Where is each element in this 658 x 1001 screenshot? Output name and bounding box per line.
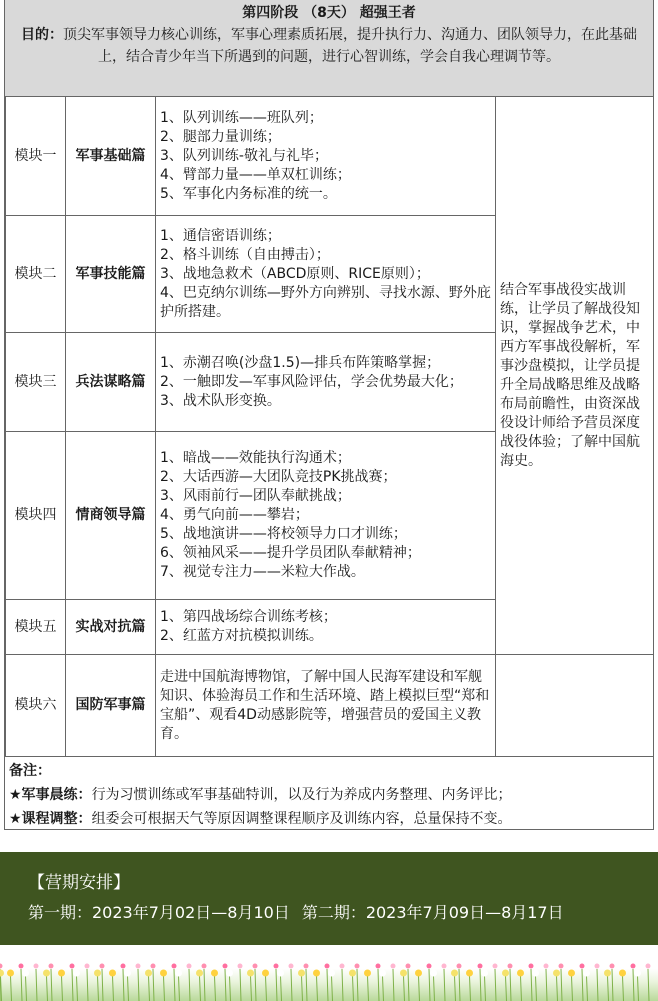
flower-blossom [277, 970, 284, 977]
module-number: 模块四 [6, 432, 66, 600]
flower-blossom [406, 964, 411, 969]
flower-blossom [136, 964, 141, 969]
flower-blossom [58, 970, 65, 977]
flower-stem [357, 969, 358, 1001]
flower-stem [383, 976, 384, 1001]
flower-blossom [430, 970, 437, 977]
flower-blossom [43, 970, 50, 977]
flower-stem [393, 969, 394, 1001]
list-item: 3、风雨前行—团队奉献挑战； [160, 488, 351, 504]
flower-stem [378, 969, 379, 1001]
flower-stem [98, 976, 99, 1001]
flower-blossom [634, 970, 641, 977]
flower-stem [612, 969, 613, 1001]
note-adjust-label: ★课程调整： [9, 811, 92, 827]
flower-blossom [391, 964, 396, 969]
flower-stem [572, 976, 573, 1001]
flower-stem [510, 969, 511, 1001]
flower-blossom [583, 970, 590, 977]
flower-stem [368, 976, 369, 1001]
flower-stem [51, 969, 52, 1001]
flower-stem [561, 969, 562, 1001]
flower-blossom [595, 964, 600, 969]
module-name: 实战对抗篇 [66, 600, 156, 655]
flower-blossom [124, 970, 131, 977]
camp-schedule [0, 852, 658, 945]
table-row [6, 97, 654, 216]
flower-stem [62, 976, 63, 1001]
module-number: 模块六 [6, 655, 66, 757]
flower-blossom [631, 964, 636, 969]
stage-header [5, 0, 653, 97]
flower-blossom [400, 970, 407, 977]
notes-title: 备注： [9, 763, 51, 779]
flower-stem [179, 976, 180, 1001]
flower-stem [587, 976, 588, 1001]
module-name: 军事基础篇 [66, 97, 156, 216]
flower-stem [531, 969, 532, 1001]
camp-periods [28, 898, 658, 928]
flower-stem [276, 969, 277, 1001]
flower-stem [255, 969, 256, 1001]
flower-stem [444, 969, 445, 1001]
flower-blossom [187, 964, 192, 969]
flower-stem [164, 976, 165, 1001]
flower-stem [102, 969, 103, 1001]
flower-blossom [253, 964, 258, 969]
flower-stem [149, 976, 150, 1001]
list-item: 2、腿部力量训练； [160, 128, 281, 145]
flower-blossom [325, 964, 330, 969]
flower-stem [240, 969, 241, 1001]
flower-stem [87, 969, 88, 1001]
stage-purpose [5, 24, 653, 68]
flower-blossom [364, 970, 371, 977]
flower-stem [72, 969, 73, 1001]
list-item: 1、队列训练——班队列； [160, 109, 323, 126]
list-item: 1、第四战场综合训练考核； [160, 609, 337, 625]
flower-stem [302, 976, 303, 1001]
flower-stem [480, 969, 481, 1001]
flower-blossom [298, 970, 305, 977]
camp-period-1: 第一期：2023年7月02日—8月10日 [28, 903, 290, 922]
flower-stem [429, 969, 430, 1001]
list-item: 2、格斗训练（自由搏击）； [160, 246, 330, 263]
flower-blossom [466, 970, 473, 977]
flower-blossom [19, 964, 24, 969]
flower-blossom [493, 964, 498, 969]
flower-stem [153, 969, 154, 1001]
flower-stem [317, 976, 318, 1001]
flower-blossom [376, 964, 381, 969]
flower-stem [26, 976, 27, 1001]
flower-blossom [121, 964, 126, 969]
flower-stem [77, 976, 78, 1001]
flower-border [0, 958, 658, 1001]
module-name: 兵法谋略篇 [66, 333, 156, 432]
flower-blossom [70, 964, 75, 969]
list-item: 5、战地演讲——将校领导力口才训练； [160, 526, 407, 542]
flower-blossom [160, 970, 167, 977]
flower-blossom [7, 970, 14, 977]
flower-blossom [0, 970, 4, 977]
flower-stem [327, 969, 328, 1001]
flower-blossom [49, 964, 54, 969]
flower-stem [459, 969, 460, 1001]
flower-blossom [34, 964, 39, 969]
flower-blossom [226, 970, 233, 977]
camp-section-title: 【营期安排】 [28, 873, 130, 893]
flower-blossom [619, 970, 626, 977]
flower-stem [204, 969, 205, 1001]
flower-blossom [151, 964, 156, 969]
list-item: 2、红蓝方对抗模拟训练。 [160, 628, 323, 644]
flower-stem [215, 976, 216, 1001]
flower-stem [306, 969, 307, 1001]
flower-stem [455, 976, 456, 1001]
flower-stem [332, 976, 333, 1001]
module-items [156, 432, 496, 600]
flower-blossom [175, 970, 182, 977]
module-name: 军事技能篇 [66, 216, 156, 333]
flower-blossom [553, 970, 560, 977]
flower-blossom [355, 964, 360, 969]
flower-blossom [202, 964, 207, 969]
list-item: 1、通信密语训练； [160, 227, 281, 244]
flower-stem [138, 969, 139, 1001]
list-item: 1、暗战——效能执行沟通术； [160, 450, 351, 466]
flower-blossom [313, 970, 320, 977]
flower-blossom [580, 964, 585, 969]
module-items [156, 600, 496, 655]
flower-blossom [517, 970, 524, 977]
flower-stem [521, 976, 522, 1001]
flower-stem [404, 976, 405, 1001]
flower-stem [633, 969, 634, 1001]
flower-blossom [304, 964, 309, 969]
flower-stem [281, 976, 282, 1001]
flower-blossom [238, 964, 243, 969]
flower-stem [353, 976, 354, 1001]
flower-stem [546, 969, 547, 1001]
list-item: 走进中国航海博物馆，了解中国人民海军建设和军舰知识、体验海员工作和生活环境、踏上模拟巨型“郑和宝船”、观看4D动感影院等，增强营员的爱国主义教育。 [160, 668, 490, 742]
flower-stem [623, 976, 624, 1001]
course-sheet [4, 0, 654, 830]
flower-stem [189, 969, 190, 1001]
note-adjust [9, 807, 649, 831]
flower-stem [419, 976, 420, 1001]
flower-stem [230, 976, 231, 1001]
flower-blossom [568, 970, 575, 977]
flower-stem [470, 976, 471, 1001]
flower-stem [128, 976, 129, 1001]
module-number: 模块二 [6, 216, 66, 333]
module-items [156, 655, 496, 757]
flower-stem [36, 969, 37, 1001]
module-items [156, 333, 496, 432]
purpose-text: 顶尖军事领导力核心训练，军事心理素质拓展，提升执行力、沟通力、团队领导力，在此基础上，结合青少年当下所遇到的问题，进行心智训练，学会自我心理调节等。 [63, 27, 637, 65]
flower-stem [266, 976, 267, 1001]
flower-blossom [0, 964, 3, 969]
flower-blossom [532, 970, 539, 977]
flower-blossom [502, 970, 509, 977]
flower-blossom [223, 964, 228, 969]
list-item: 6、领袖风采——提升学员团队奉献精神； [160, 545, 421, 561]
flower-stem [506, 976, 507, 1001]
flower-stem [495, 969, 496, 1001]
flower-stem [47, 976, 48, 1001]
flower-stem [582, 969, 583, 1001]
flower-stem [485, 976, 486, 1001]
list-item: 2、一触即发—军事风险评估，学会优势最大化； [160, 373, 463, 390]
note-morning [9, 783, 649, 807]
flower-stem [21, 969, 22, 1001]
flower-blossom [451, 970, 458, 977]
purpose-label: 目的： [21, 27, 63, 43]
flower-blossom [328, 970, 335, 977]
note-morning-text: 行为习惯训练或军事基础特训，以及行为养成内务整理、内务评比； [91, 787, 512, 803]
note-adjust-text: 组委会可根据天气等原因调整课程顺序及训练内容，总量保持不变。 [91, 811, 512, 827]
flower-blossom [544, 964, 549, 969]
flower-blossom [172, 964, 177, 969]
flower-stem [11, 976, 12, 1001]
module-number: 模块一 [6, 97, 66, 216]
flower-stem [123, 969, 124, 1001]
flower-blossom [481, 970, 488, 977]
flower-blossom [85, 964, 90, 969]
flower-blossom [457, 964, 462, 969]
list-item: 4、臂部力量——单双杠训练； [160, 166, 351, 183]
flower-stem [608, 976, 609, 1001]
flower-blossom [262, 970, 269, 977]
flower-stem [536, 976, 537, 1001]
flower-blossom [94, 970, 101, 977]
flower-blossom [274, 964, 279, 969]
flower-stem [200, 976, 201, 1001]
flower-blossom [145, 970, 152, 977]
flower-blossom [427, 964, 432, 969]
module-items [156, 97, 496, 216]
list-item: 1、赤潮召唤(沙盘1.5)—排兵布阵策略掌握； [160, 354, 441, 371]
flower-stem [342, 969, 343, 1001]
flower-decoration-icon [0, 958, 658, 1001]
flower-stem [113, 976, 114, 1001]
flower-blossom [379, 970, 386, 977]
module-name: 国防军事篇 [66, 655, 156, 757]
list-item: 3、战地急救术（ABCD原则、RICE原则）； [160, 265, 430, 282]
list-item: 5、军事化内务标准的统一。 [160, 185, 337, 202]
flower-stem [597, 969, 598, 1001]
flower-stem [225, 969, 226, 1001]
module-number: 模块五 [6, 600, 66, 655]
flower-blossom [196, 970, 203, 977]
flower-stem [291, 969, 292, 1001]
side-description: 结合军事战役实战训练，让学员了解战役知识，掌握战争艺术，中西方军事战役解析，军事沙盘模拟，让学员提升全局战略思维及战略布局前瞻性，由资深战役设计师给予营员深度战役体验；了解中国航海史。 [496, 97, 654, 655]
list-item: 3、队列训练-敬礼与礼毕； [160, 147, 328, 164]
flower-blossom [22, 970, 29, 977]
flower-blossom [529, 964, 534, 969]
module-name: 情商领导篇 [66, 432, 156, 600]
list-item: 4、巴克纳尔训练—野外方向辨别、寻找水源、野外庇护所搭建。 [160, 284, 491, 320]
camp-period-2: 第二期：2023年7月09日—8月17日 [301, 903, 564, 922]
flower-stem [251, 976, 252, 1001]
module-items [156, 216, 496, 333]
flower-blossom [289, 964, 294, 969]
flower-stem [557, 976, 558, 1001]
note-morning-label: ★军事晨练： [9, 787, 92, 803]
list-item: 3、战术队形变换。 [160, 392, 281, 409]
flower-blossom [442, 964, 447, 969]
flower-blossom [610, 964, 615, 969]
flower-stem [648, 969, 649, 1001]
list-item: 2、大话西游—大团队竞技PK挑战赛； [160, 469, 397, 485]
list-item: 7、视觉专注力——米粒大作战。 [160, 564, 365, 580]
module-number: 模块三 [6, 333, 66, 432]
flower-stem [408, 969, 409, 1001]
list-item: 4、勇气向前——攀岩； [160, 507, 309, 523]
flower-blossom [508, 964, 513, 969]
flower-stem [638, 976, 639, 1001]
module-table [5, 96, 654, 757]
flower-blossom [349, 970, 356, 977]
empty-cell [496, 655, 654, 757]
flower-blossom [73, 970, 80, 977]
flower-stem [434, 976, 435, 1001]
stage-title: 第四阶段 （8天） 超强王者 [242, 5, 416, 21]
table-row [6, 655, 654, 757]
flower-blossom [559, 964, 564, 969]
flower-blossom [646, 964, 651, 969]
flower-blossom [247, 970, 254, 977]
flower-blossom [604, 970, 611, 977]
notes-section [5, 756, 653, 830]
flower-blossom [211, 970, 218, 977]
flower-blossom [109, 970, 116, 977]
flower-blossom [100, 964, 105, 969]
flower-blossom [478, 964, 483, 969]
flower-blossom [415, 970, 422, 977]
flower-stem [174, 969, 175, 1001]
flower-blossom [340, 964, 345, 969]
